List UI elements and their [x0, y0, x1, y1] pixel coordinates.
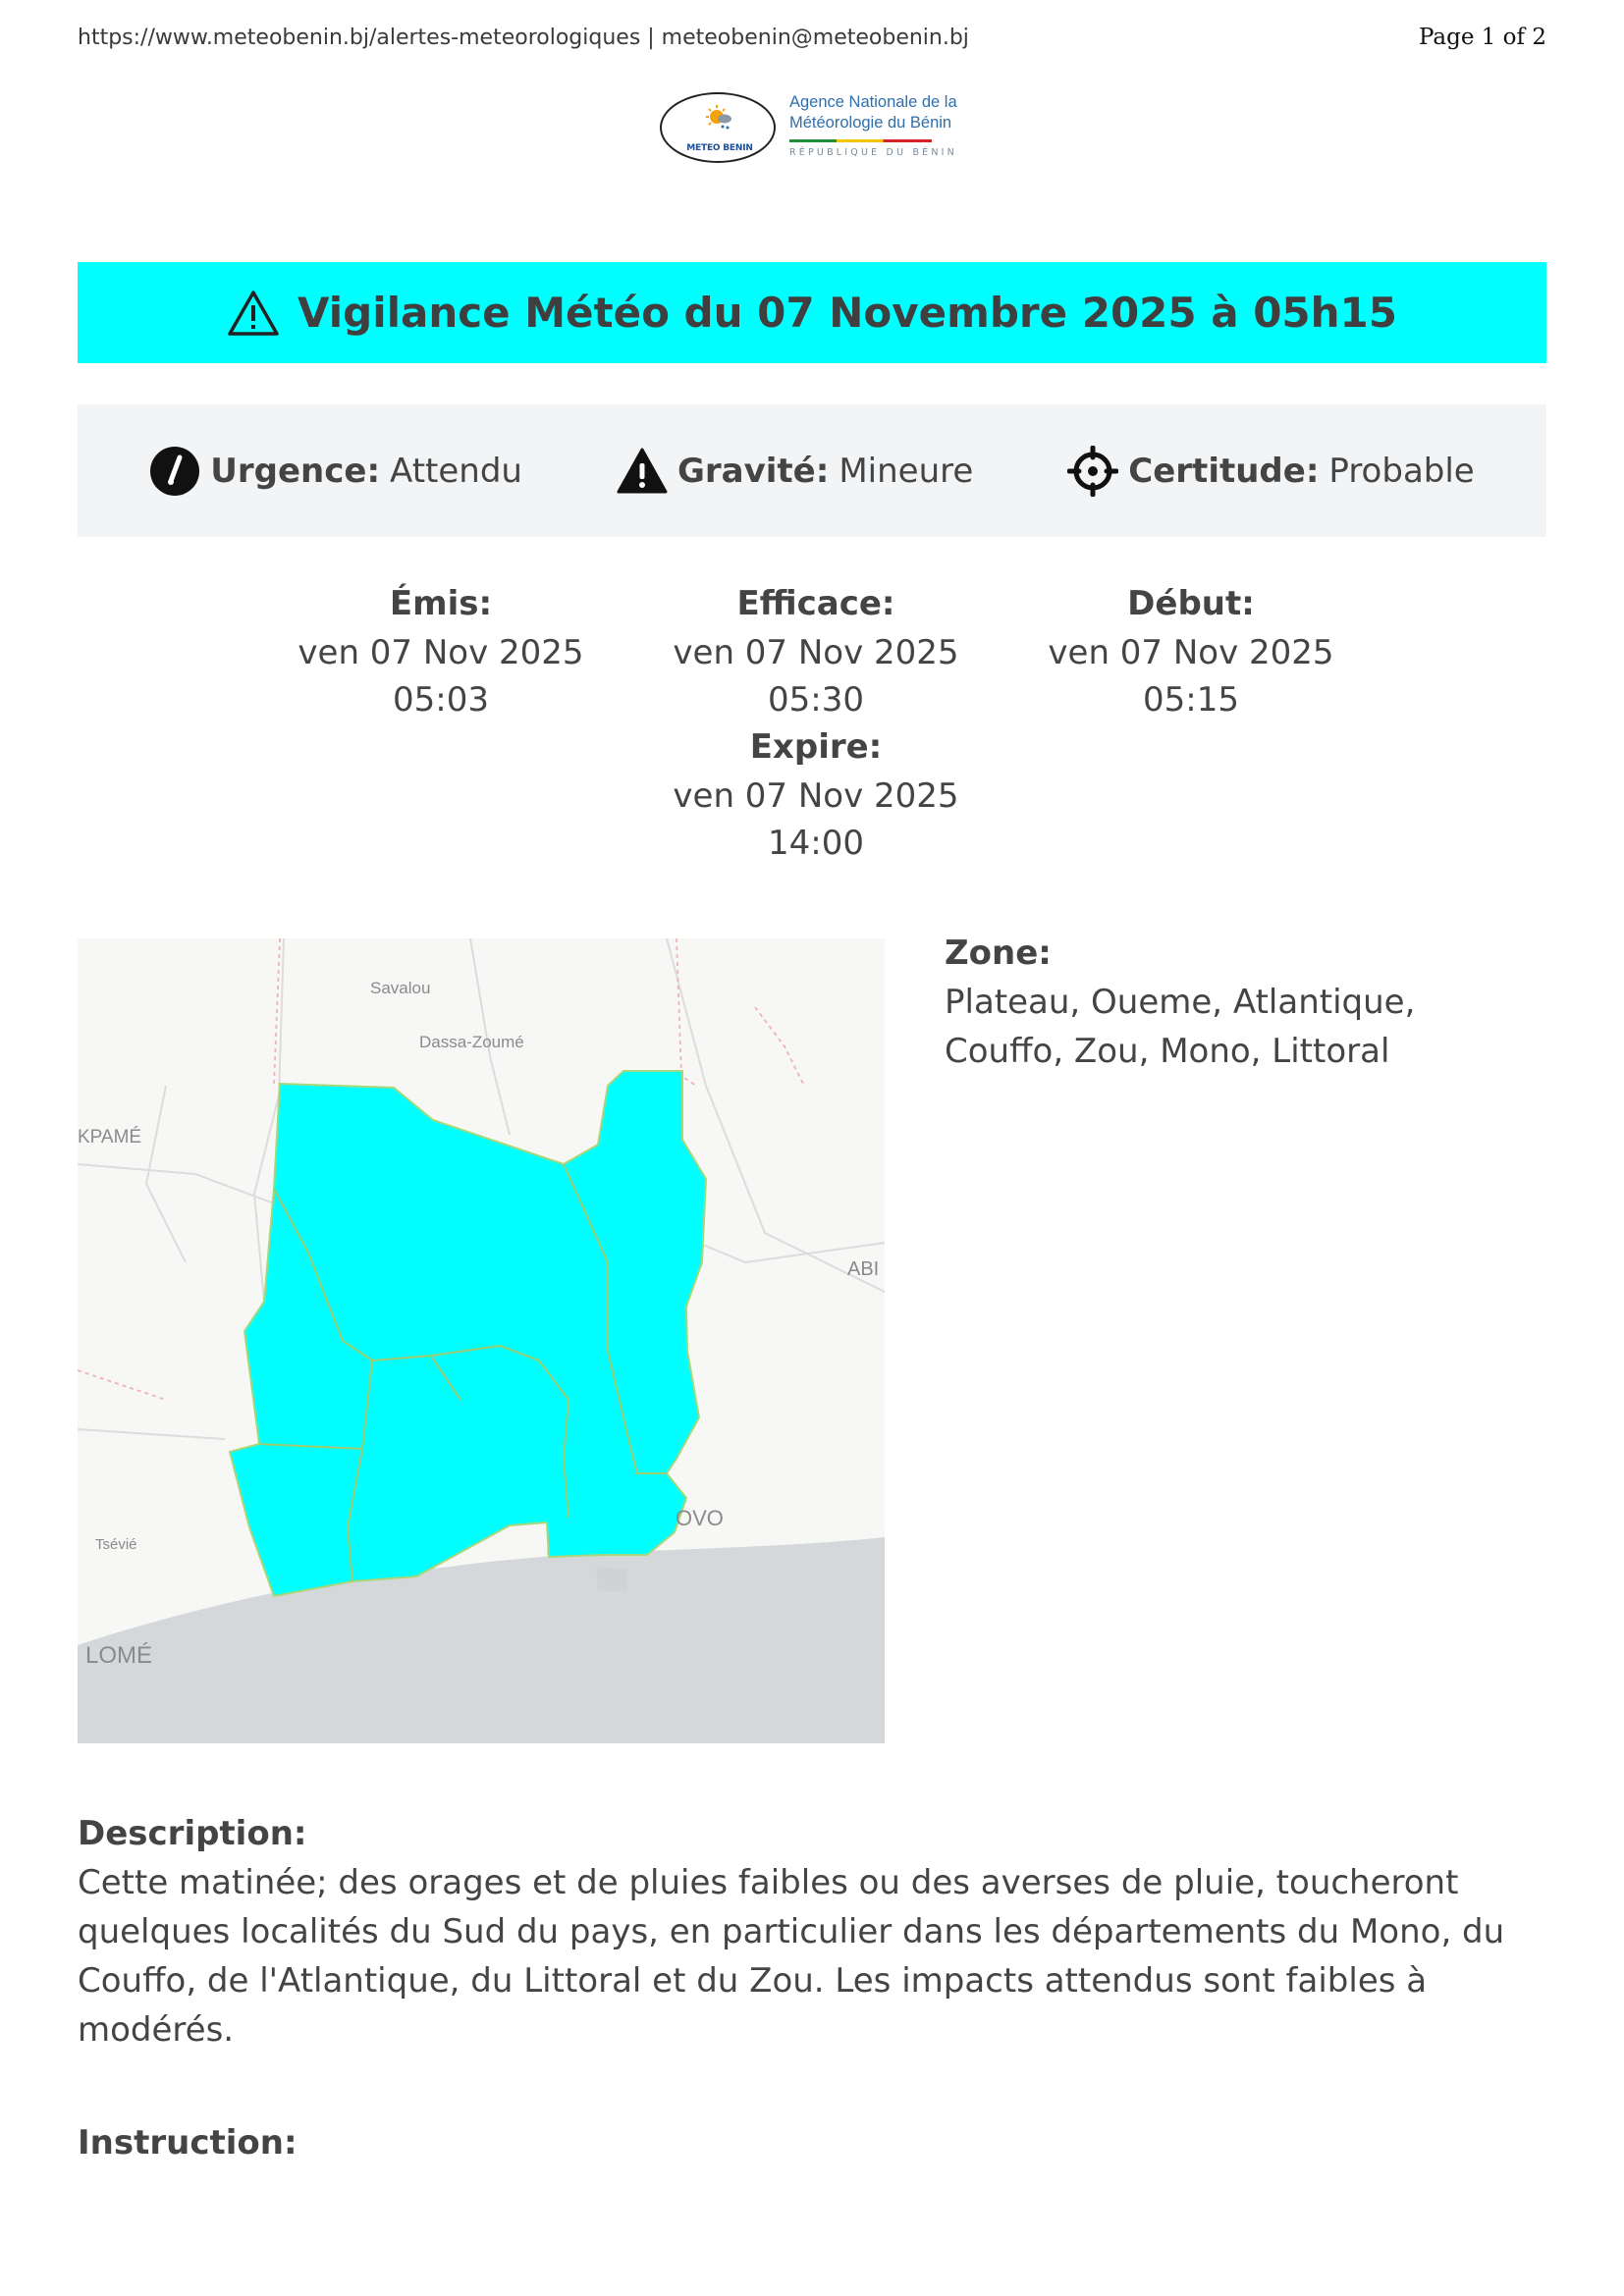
source-url-line: https://www.meteobenin.bj/alertes-meteorologiques | meteobenin@meteobenin.bj	[78, 26, 969, 50]
expires-date: ven 07 Nov 2025	[673, 776, 959, 816]
alert-zone-map[interactable]	[78, 938, 885, 1743]
alert-zones	[230, 1071, 706, 1596]
effective-date: ven 07 Nov 2025	[673, 633, 959, 672]
effective-time: 05:30	[768, 680, 864, 720]
logo-caption: METEO BENIN	[686, 143, 753, 153]
crosshair-icon	[1067, 446, 1118, 497]
warning-triangle-icon	[227, 289, 280, 338]
agency-name	[789, 92, 957, 133]
place-abi: ABI	[847, 1258, 880, 1280]
urgency-item	[149, 446, 522, 497]
warning-filled-icon	[617, 446, 668, 497]
republic-label: RÉPUBLIQUE DU BÉNIN	[789, 147, 957, 158]
zone-label: Zone:	[945, 934, 1052, 973]
flag-rule	[789, 139, 932, 142]
place-ovo: OVO	[676, 1506, 724, 1530]
place-kpame: KPAMÉ	[78, 1127, 142, 1148]
expires-label: Expire:	[749, 727, 883, 767]
description-label: Description:	[78, 1814, 307, 1853]
urgency-label: Urgence:	[210, 451, 381, 491]
expires-time: 14:00	[768, 824, 864, 863]
gauge-icon	[149, 446, 200, 497]
description-text: Cette matinée; des orages et de pluies faibles ou des averses de pluie, toucheront quelques localités du Sud du pays, en particulier dans les départements du Mono, du Couffo, de l'Atlantique, du Littoral et du Zou. Les impacts attendus sont faibles à modérés.	[78, 1863, 1505, 2050]
urgency-value: Attendu	[390, 451, 522, 491]
certainty-item	[1067, 446, 1474, 497]
onset-label: Début:	[1127, 584, 1255, 623]
instruction-label: Instruction:	[78, 2123, 298, 2163]
certainty-label: Certitude:	[1128, 451, 1320, 491]
onset-time: 05:15	[1143, 680, 1239, 720]
page-number: Page 1 of 2	[1418, 25, 1546, 50]
zone-value: Plateau, Oueme, Atlantique, Couffo, Zou, Mono, Littoral	[945, 983, 1416, 1071]
agency-line-1: Agence Nationale de la	[789, 93, 957, 111]
place-savalou: Savalou	[370, 979, 431, 997]
place-dassa-zoume: Dassa-Zoumé	[419, 1033, 524, 1051]
onset-block	[1004, 579, 1378, 722]
effective-label: Efficace:	[736, 584, 895, 623]
place-lome: LOMÉ	[85, 1642, 153, 1669]
description-block	[78, 1809, 1546, 2055]
alert-meta-bar	[78, 404, 1546, 537]
issued-time: 05:03	[393, 680, 489, 720]
severity-value: Mineure	[839, 451, 974, 491]
effective-block	[629, 579, 1002, 866]
meteo-benin-logo	[660, 90, 974, 169]
severity-item	[617, 446, 973, 497]
agency-line-2: Météorologie du Bénin	[789, 114, 952, 132]
logo-emblem	[660, 92, 776, 163]
issued-label: Émis:	[389, 584, 493, 623]
vigilance-banner	[78, 262, 1546, 363]
lake-icon	[596, 1567, 627, 1591]
zone-block	[945, 929, 1534, 1076]
page-title: Vigilance Météo du 07 Novembre 2025 à 05h15	[297, 289, 1398, 337]
sun-cloud-icon	[705, 104, 732, 132]
map-canvas	[78, 938, 885, 1743]
place-tsevie: Tsévié	[95, 1536, 137, 1553]
issued-block	[254, 579, 627, 722]
issued-date: ven 07 Nov 2025	[298, 633, 584, 672]
certainty-value: Probable	[1328, 451, 1475, 491]
onset-date: ven 07 Nov 2025	[1048, 633, 1334, 672]
severity-label: Gravité:	[677, 451, 830, 491]
